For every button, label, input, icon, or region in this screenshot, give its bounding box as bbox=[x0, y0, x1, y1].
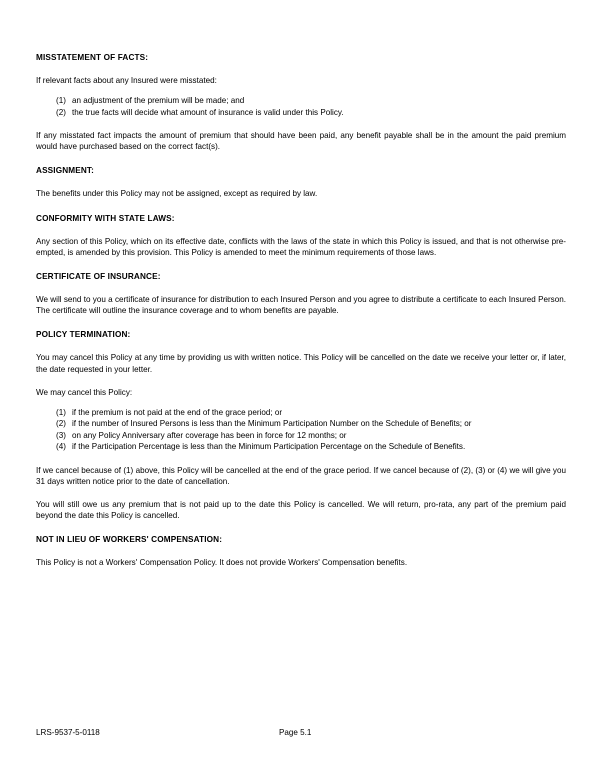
list-item bbox=[36, 430, 566, 441]
list-misstatement-items bbox=[36, 95, 566, 118]
list-item bbox=[36, 407, 566, 418]
spacer bbox=[36, 545, 566, 557]
spacer bbox=[36, 282, 566, 294]
list-item-marker: (4) bbox=[56, 442, 66, 452]
spacer bbox=[36, 521, 566, 534]
list-policy-termination-items bbox=[36, 407, 566, 453]
paragraph-policy-termination-closing: If we cancel because of (1) above, this Policy will be cancelled at the end of the grace period. If we cancel because of (2), (3) or (4) we will give you 31 days written notice prior to the date of cancellation. bbox=[36, 465, 566, 486]
spacer bbox=[36, 224, 566, 236]
list-item-text: on any Policy Anniversary after coverage has been in force for 12 months; or bbox=[72, 430, 347, 440]
list-item-text: an adjustment of the premium will be made; and bbox=[72, 96, 245, 106]
paragraph-not-in-lieu-body: This Policy is not a Workers' Compensation Policy. It does not provide Workers' Compensation benefits. bbox=[36, 558, 408, 568]
paragraph-misstatement-closing: If any misstated fact impacts the amount of premium that should have been paid, any benefit payable shall be in the amount the paid premium would have purchased based on the correct fact(s). bbox=[36, 131, 566, 152]
spacer bbox=[36, 176, 566, 188]
paragraph-policy-termination-body: You may cancel this Policy at any time by providing us with written notice. This Policy will be cancelled on the date we receive your letter or, if later, the date requested in your letter. bbox=[36, 353, 566, 374]
spacer bbox=[36, 86, 566, 95]
paragraph-certificate-body: We will send to you a certificate of insurance for distribution to each Insured Person and you agree to distribute a certificate to each Insured Person. The certificate will outline the insurance coverage and to whom benefits are payable. bbox=[36, 295, 566, 316]
footer-form-number: LRS-9537-5-0118 bbox=[36, 728, 100, 737]
spacer bbox=[36, 63, 566, 75]
spacer bbox=[36, 152, 566, 165]
section-heading-policy-termination: POLICY TERMINATION: bbox=[36, 330, 131, 340]
list-item bbox=[36, 418, 566, 429]
section-heading-conformity-with-state-laws: CONFORMITY WITH STATE LAWS: bbox=[36, 213, 175, 223]
paragraph-conformity-body: Any section of this Policy, which on its effective date, conflicts with the laws of the state in which this Policy is issued, and that is not otherwise pre-empted, is amended by this provision. This Policy is amended to meet the minimum requirements of those laws. bbox=[36, 236, 566, 257]
spacer bbox=[36, 258, 566, 271]
list-item-marker: (1) bbox=[56, 96, 66, 106]
paragraph-policy-termination-closing-2: You will still owe us any premium that is not paid up to the date this Policy is cancelled. We will return, pro-rata, any part of the premium paid beyond the date this Policy is cancelled. bbox=[36, 500, 566, 521]
footer-page-number: Page 5.1 bbox=[279, 728, 312, 737]
list-item bbox=[36, 107, 566, 118]
spacer bbox=[36, 375, 566, 387]
list-item bbox=[36, 95, 566, 106]
list-item-text: if the Participation Percentage is less than the Minimum Participation Percentage on the Schedule of Benefits. bbox=[72, 442, 466, 452]
list-item-text: if the number of Insured Persons is less than the Minimum Participation Number on the Schedule of Benefits; or bbox=[72, 419, 472, 429]
paragraph-assignment-body: The benefits under this Policy may not be assigned, except as required by law. bbox=[36, 189, 318, 199]
list-item-marker: (3) bbox=[56, 430, 66, 440]
list-item-text: the true facts will decide what amount of insurance is valid under this Policy. bbox=[72, 107, 344, 117]
spacer bbox=[36, 118, 566, 130]
section-heading-certificate-of-insurance: CERTIFICATE OF INSURANCE: bbox=[36, 272, 161, 282]
spacer bbox=[36, 487, 566, 499]
list-item-marker: (1) bbox=[56, 408, 66, 418]
list-item-text: if the premium is not paid at the end of the grace period; or bbox=[72, 408, 283, 418]
paragraph-policy-termination-intro: We may cancel this Policy: bbox=[36, 387, 133, 397]
list-item-marker: (2) bbox=[56, 107, 66, 117]
list-item bbox=[36, 441, 566, 452]
spacer bbox=[36, 398, 566, 407]
section-heading-not-in-lieu-of-workers-compensation: NOT IN LIEU OF WORKERS' COMPENSATION: bbox=[36, 535, 223, 545]
document-body bbox=[36, 52, 566, 569]
spacer bbox=[36, 316, 566, 329]
section-heading-assignment: ASSIGNMENT: bbox=[36, 166, 95, 176]
spacer bbox=[36, 453, 566, 465]
section-heading-misstatement-of-facts: MISSTATEMENT OF FACTS: bbox=[36, 53, 149, 62]
spacer bbox=[36, 340, 566, 352]
spacer bbox=[36, 200, 566, 213]
paragraph-misstatement-intro: If relevant facts about any Insured were misstated: bbox=[36, 76, 217, 85]
list-item-marker: (2) bbox=[56, 419, 66, 429]
